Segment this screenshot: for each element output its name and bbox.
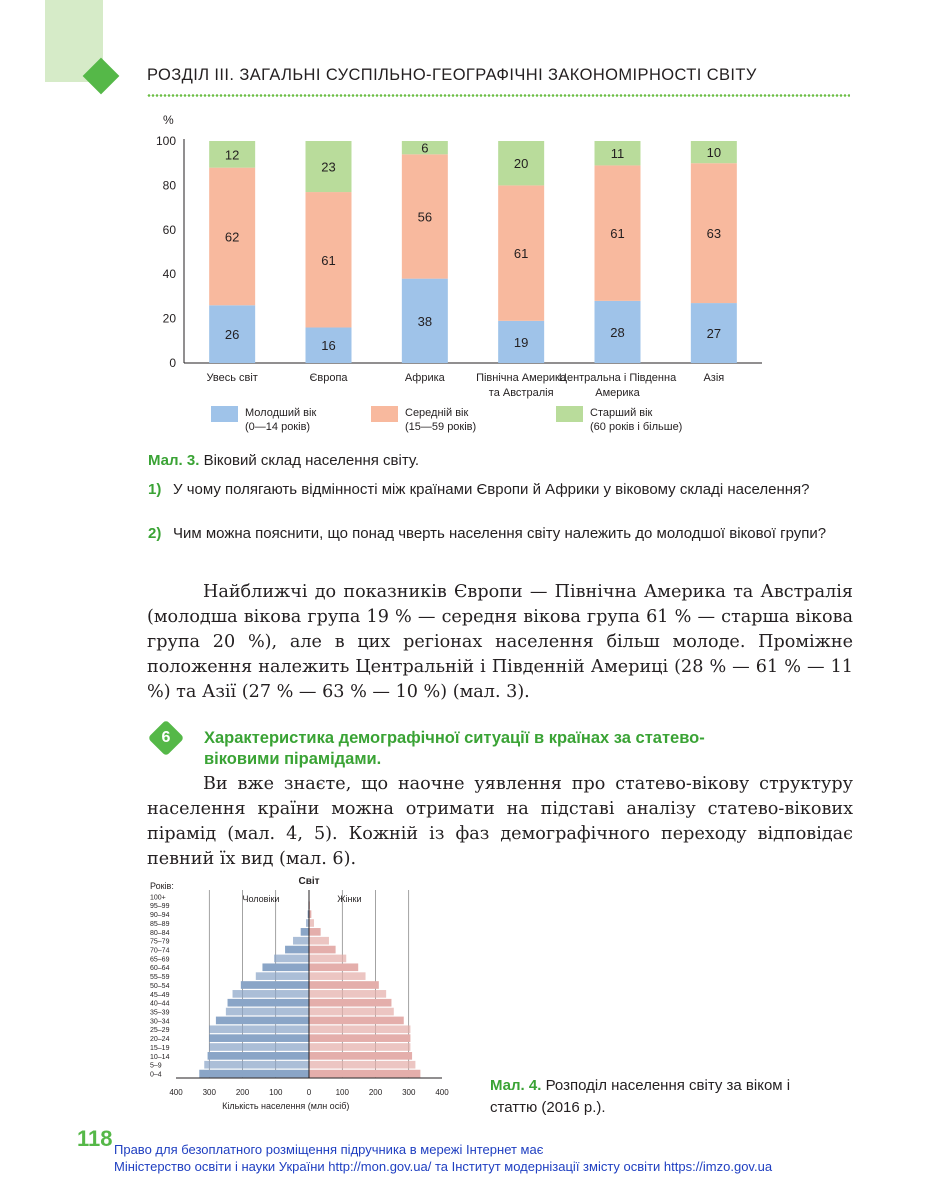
question-number: 2) <box>148 525 162 542</box>
male-bar <box>233 990 309 998</box>
question-1 <box>148 479 828 500</box>
age-group-label: 100+ <box>150 894 166 902</box>
age-group-label: 95–99 <box>150 903 170 911</box>
age-group-label: 5–9 <box>150 1062 162 1070</box>
running-title: РОЗДІЛ III. ЗАГАЛЬНІ СУСПІЛЬНО-ГЕОГРАФІЧНІ ЗАКОНОМІРНОСТІ СВІТУ <box>147 66 757 84</box>
data-label: 10 <box>706 145 722 161</box>
female-bar <box>309 928 321 936</box>
figure4-caption-text: Розподіл населення світу за віком і статтю (2016 р.). <box>490 1077 791 1116</box>
age-group-label: 85–89 <box>150 920 170 928</box>
female-bar <box>309 972 366 980</box>
question-text: У чому полягають відмінності між країнами Європи й Африки у віковому складі населення? <box>173 481 810 498</box>
age-group-label: 65–69 <box>150 956 170 964</box>
age-group-label: 55–59 <box>150 974 170 982</box>
x-axis-label: Кількість населення (млн осіб) <box>222 1101 350 1111</box>
age-group-label: 45–49 <box>150 991 170 999</box>
male-bar <box>241 981 309 989</box>
x-tick-label-line: та Австралія <box>488 387 554 399</box>
male-bar <box>301 928 309 936</box>
legend-label-line: Середній вік <box>405 407 469 419</box>
age-structure-chart <box>0 0 935 445</box>
figure3-caption-label: Мал. 3. <box>148 452 200 469</box>
x-tick-label <box>476 372 567 399</box>
data-label: 23 <box>321 159 336 175</box>
age-group-label: 70–74 <box>150 947 170 955</box>
pyramid-left-label: Чоловіки <box>242 894 280 904</box>
question-number: 1) <box>148 481 162 498</box>
legend-label-line: Старший вік <box>590 407 653 419</box>
x-tick-label-line: Європа <box>309 372 348 384</box>
age-group-label: 40–44 <box>150 1000 170 1008</box>
female-bar <box>309 981 379 989</box>
female-bar <box>309 1052 412 1060</box>
male-bar <box>228 999 309 1007</box>
age-group-label: 10–14 <box>150 1053 170 1061</box>
y-tick-label: 20 <box>162 311 176 326</box>
legend-label-line: Молодший вік <box>245 407 317 419</box>
age-group-label: 60–64 <box>150 965 170 973</box>
data-label: 11 <box>610 146 625 162</box>
x-tick-label: 100 <box>335 1088 349 1097</box>
legend-label <box>590 407 682 433</box>
y-tick-label: 40 <box>162 267 176 282</box>
data-label: 62 <box>224 229 240 245</box>
x-tick-label: 400 <box>169 1088 183 1097</box>
female-bar <box>309 1025 410 1033</box>
legend-label-line: (0—14 років) <box>245 421 311 433</box>
age-group-label: 15–19 <box>150 1044 170 1052</box>
age-group-label: 25–29 <box>150 1027 170 1035</box>
legend-label <box>405 407 476 433</box>
female-bar <box>309 937 329 945</box>
x-tick-label <box>405 372 446 384</box>
male-bar <box>285 946 309 954</box>
data-label: 38 <box>417 313 433 329</box>
female-bar <box>309 963 358 971</box>
age-group-label: 75–79 <box>150 938 170 946</box>
question-text: Чим можна пояснити, що понад чверть населення світу належить до молодшої вікової групи? <box>173 525 827 542</box>
x-tick-label: 200 <box>235 1088 250 1097</box>
footer-links-line: Міністерство освіти і науки України http://mon.gov.ua/ та Інститут модернізації змісту освіти https://imzo.gov.ua <box>114 1159 773 1174</box>
x-tick-label-line: Африка <box>404 372 445 384</box>
female-bar <box>309 919 314 927</box>
x-tick-label <box>309 372 348 384</box>
paragraph-pyramids <box>147 772 853 872</box>
age-group-label: 0–4 <box>150 1071 162 1079</box>
data-label: 20 <box>513 156 529 172</box>
male-bar <box>262 963 309 971</box>
male-bar <box>209 1034 309 1042</box>
x-tick-label-line: Північна Америка <box>476 372 567 384</box>
age-group-label: 20–24 <box>150 1036 170 1044</box>
age-group-label: 80–84 <box>150 929 170 937</box>
data-label: 61 <box>321 252 336 268</box>
data-label: 27 <box>706 326 722 342</box>
x-tick-label: 100 <box>269 1088 283 1097</box>
data-label: 26 <box>224 327 240 343</box>
legend-swatch <box>556 406 583 422</box>
data-label: 61 <box>513 246 529 262</box>
x-tick-label: 300 <box>202 1088 216 1097</box>
pyramid-right-label: Жінки <box>337 894 362 904</box>
footer-license-line: Право для безоплатного розміщення підручника в мережі Інтернет має <box>114 1142 544 1157</box>
female-bar <box>309 946 336 954</box>
female-bar <box>309 990 386 998</box>
data-label: 61 <box>610 226 625 242</box>
x-tick-label: 400 <box>435 1088 449 1097</box>
legend-swatch <box>211 406 238 422</box>
legend-label-line: (15—59 років) <box>405 421 477 433</box>
age-group-label: 35–39 <box>150 1009 170 1017</box>
x-tick-label-line: Увесь світ <box>206 372 258 384</box>
x-tick-label-line: Америка <box>595 387 640 399</box>
age-group-label: 90–94 <box>150 912 170 920</box>
male-bar <box>216 1017 309 1025</box>
male-bar <box>256 972 309 980</box>
data-label: 19 <box>513 334 529 350</box>
x-tick-label <box>559 372 677 399</box>
legend-swatch <box>371 406 398 422</box>
x-tick-label <box>703 372 724 384</box>
data-label: 56 <box>417 209 433 225</box>
population-pyramid-chart <box>0 860 470 1120</box>
female-bar <box>309 1070 420 1078</box>
female-bar <box>309 1043 410 1051</box>
male-bar <box>209 1025 309 1033</box>
y-axis-label: % <box>163 113 174 127</box>
x-tick-label: 0 <box>306 1088 312 1097</box>
figure3-caption-text: Віковий склад населення світу. <box>203 452 420 469</box>
y-tick-label: 80 <box>162 178 176 193</box>
pyramid-title: Світ <box>298 876 320 887</box>
figure3-caption <box>148 452 419 469</box>
y-tick-label: 60 <box>162 222 176 237</box>
question-2 <box>148 523 828 544</box>
paragraph-europe-comparison <box>147 580 853 705</box>
male-bar <box>204 1061 309 1069</box>
legend-label-line: (60 років і більше) <box>590 421 683 433</box>
female-bar <box>309 1008 394 1016</box>
x-tick-label <box>207 372 258 384</box>
age-group-label: 30–34 <box>150 1018 170 1026</box>
figure4-caption <box>490 1075 840 1119</box>
x-tick-label: 300 <box>402 1088 416 1097</box>
male-bar <box>208 1052 309 1060</box>
section-number: 6 <box>161 729 171 746</box>
page-number: 118 <box>77 1126 113 1151</box>
section-title: Характеристика демографічної ситуації в країнах за статево-віковими пірамідами. <box>204 729 705 768</box>
pyramid-age-axis-label: Років: <box>150 881 174 891</box>
female-bar <box>309 955 346 963</box>
male-bar <box>274 955 309 963</box>
legend-label <box>245 407 316 433</box>
y-tick-label: 0 <box>169 356 176 370</box>
data-label: 28 <box>610 324 625 340</box>
female-bar <box>309 999 391 1007</box>
data-label: 63 <box>706 226 722 242</box>
female-bar <box>309 1034 410 1042</box>
paragraph-text: Найближчі до показників Європи — Північна Америка та Австралія (молодша вікова група 19 % — середня вікова група 61 % — старша вікова група 20 %), але в цих регіонах населення більш молоде. Проміжне положення належить Центральній і Південній Америці (28 % — 61 % — 11 %) та Азії (27 % — 63 % — 10 %) (мал. 3). <box>147 582 853 702</box>
data-label: 6 <box>421 140 429 156</box>
paragraph-text: Ви вже знаєте, що наочне уявлення про статево-вікову структуру населення країни можна отримати на підставі аналізу статево-вікових пірамід (мал. 4, 5). Кожній із фаз демографічного переходу відповідає певний їх вид (мал. 6). <box>147 774 853 869</box>
male-bar <box>209 1043 309 1051</box>
x-tick-label-line: Азія <box>703 372 725 384</box>
male-bar <box>199 1070 309 1078</box>
male-bar <box>226 1008 309 1016</box>
data-label: 12 <box>224 147 240 163</box>
x-tick-label: 200 <box>368 1088 383 1097</box>
x-tick-label-line: Центральна і Південна <box>558 372 677 384</box>
female-bar <box>309 1017 404 1025</box>
figure4-caption-label: Мал. 4. <box>490 1077 542 1094</box>
age-group-label: 50–54 <box>150 982 170 990</box>
female-bar <box>309 1061 415 1069</box>
male-bar <box>293 937 309 945</box>
y-tick-label: 100 <box>155 134 176 148</box>
data-label: 16 <box>321 338 336 354</box>
